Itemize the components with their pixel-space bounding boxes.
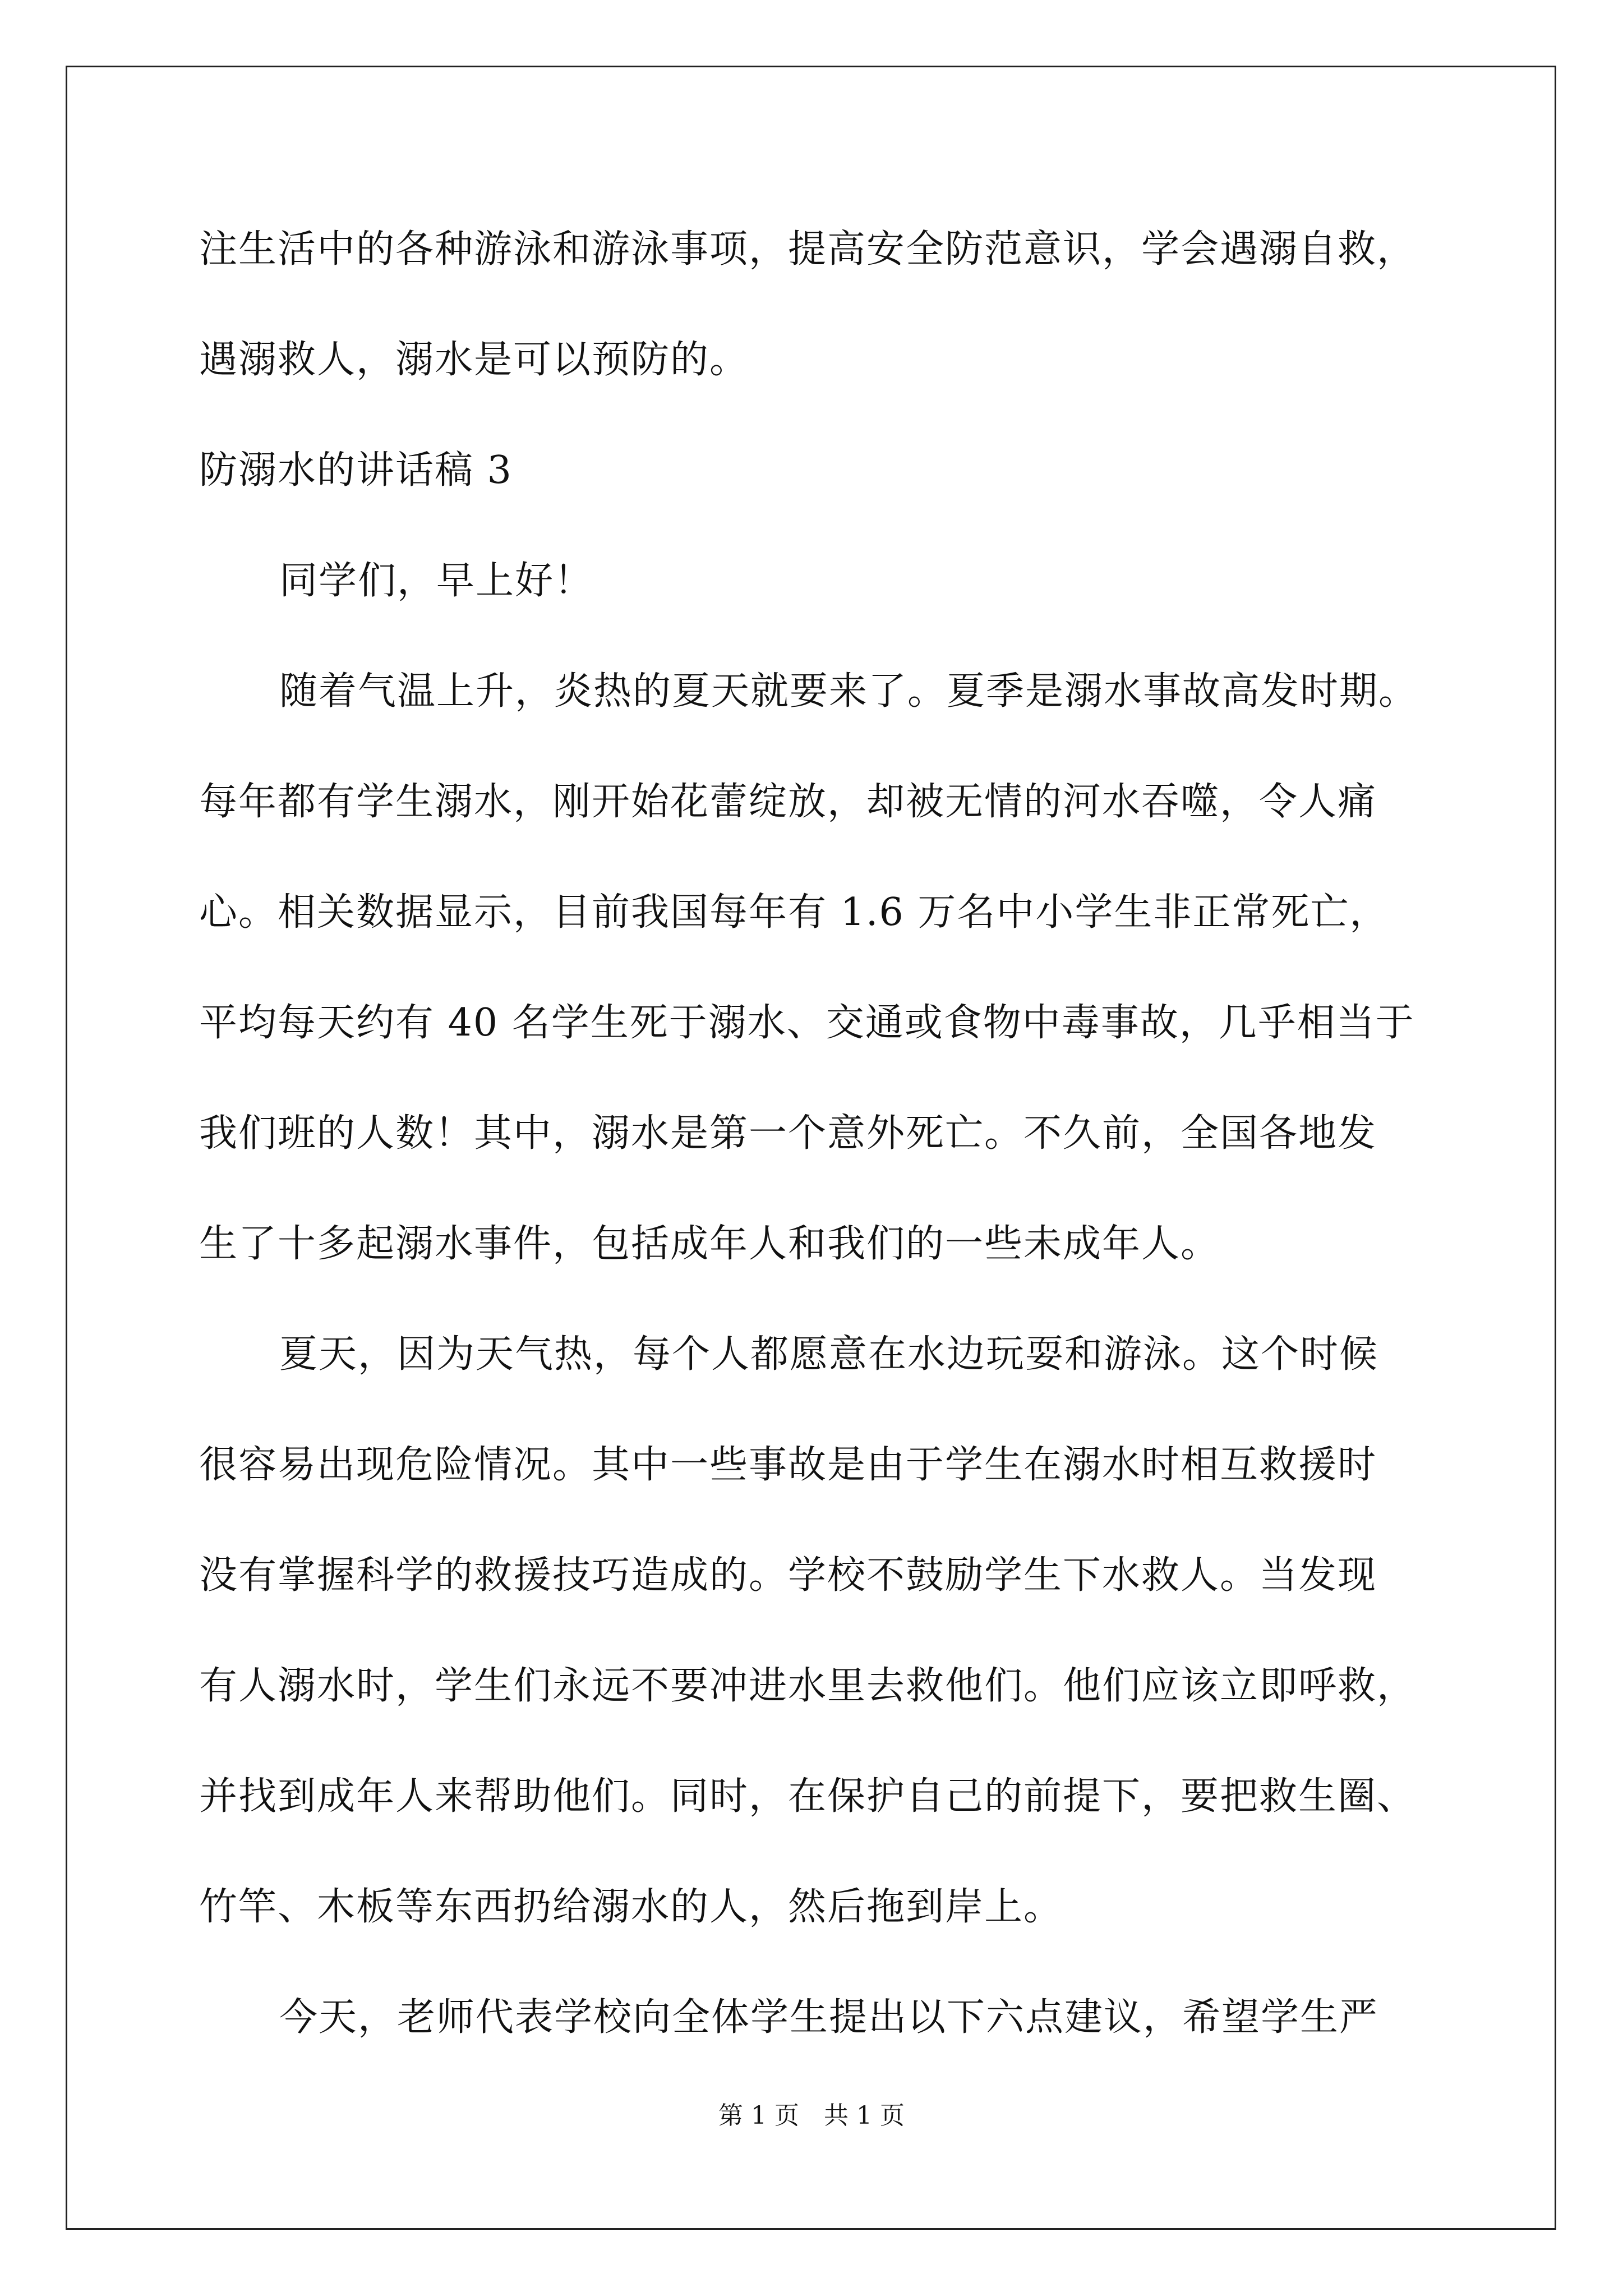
page-footer: 第 1 页 共 1 页: [718, 2101, 905, 2130]
text-line: 夏天，因为天气热，每个人都愿意在水边玩耍和游泳。这个时候: [279, 1332, 1379, 1377]
section-heading: 防溺水的讲话稿 3: [199, 448, 513, 493]
text-line: 今天，老师代表学校向全体学生提出以下六点建议，希望学生严: [279, 1995, 1379, 2040]
text-line: 并找到成年人来帮助他们。同时，在保护自己的前提下，要把救生圈、: [199, 1774, 1417, 1819]
text-line: 没有掌握科学的救援技巧造成的。学校不鼓励学生下水救人。当发现: [199, 1553, 1377, 1598]
text-line: 平均每天约有 40 名学生死于溺水、交通或食物中毒事故，几乎相当于: [199, 1001, 1415, 1045]
text-line: 我们班的人数！其中，溺水是第一个意外死亡。不久前，全国各地发: [199, 1111, 1377, 1156]
text-line: 竹竿、木板等东西扔给溺水的人，然后拖到岸上。: [199, 1885, 1063, 1929]
text-line: 注生活中的各种游泳和游泳事项，提高安全防范意识，学会遇溺自救，: [199, 227, 1417, 272]
text-line: 生了十多起溺水事件，包括成年人和我们的一些未成年人。: [199, 1222, 1220, 1266]
text-line: 随着气温上升，炎热的夏天就要来了。夏季是溺水事故高发时期。: [279, 669, 1418, 714]
text-line: 有人溺水时，学生们永远不要冲进水里去救他们。他们应该立即呼救，: [199, 1664, 1417, 1708]
text-line: 很容易出现危险情况。其中一些事故是由于学生在溺水时相互救援时: [199, 1443, 1377, 1487]
text-line: 心。相关数据显示，目前我国每年有 1.6 万名中小学生非正常死亡，: [199, 890, 1389, 935]
text-line: 每年都有学生溺水，刚开始花蕾绽放，却被无情的河水吞噬，令人痛: [199, 780, 1377, 824]
greeting-line: 同学们，早上好！: [279, 559, 594, 603]
text-line: 遇溺救人，溺水是可以预防的。: [199, 338, 749, 382]
